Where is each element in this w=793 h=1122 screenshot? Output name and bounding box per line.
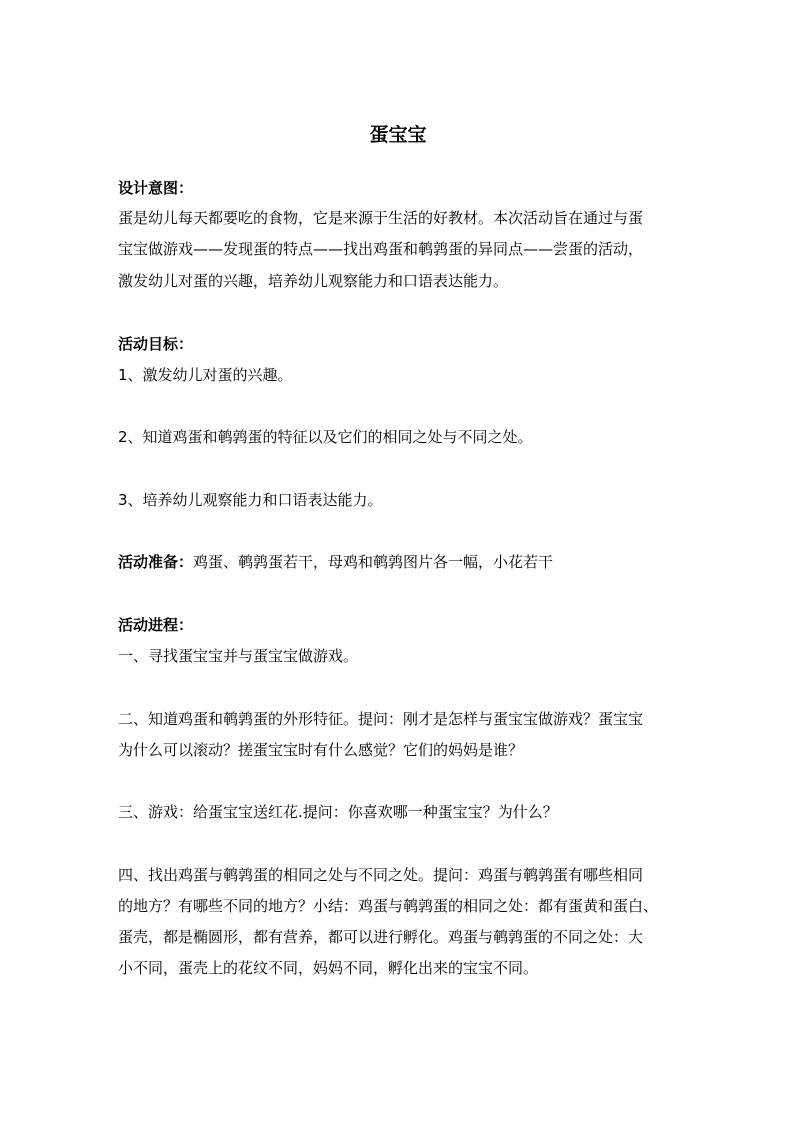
prep-paragraph bbox=[118, 551, 678, 573]
process-step-2-line-2: 为什么可以滚动？搓蛋宝宝时有什么感觉？它们的妈妈是谁？ bbox=[118, 741, 524, 759]
document-title: 蛋宝宝 bbox=[369, 124, 427, 146]
design-line-1: 蛋是幼儿每天都要吃的食物，它是来源于生活的好教材。本次活动旨在通过与蛋 bbox=[118, 209, 644, 227]
goal-item-1: 1、激发幼儿对蛋的兴趣。 bbox=[118, 366, 293, 384]
design-heading: 设计意图： bbox=[118, 179, 194, 197]
design-line-2: 宝宝做游戏——发现蛋的特点——找出鸡蛋和鹌鹑蛋的异同点——尝蛋的活动， bbox=[118, 240, 644, 258]
process-step-2-line-1: 二、知道鸡蛋和鹌鹑蛋的外形特征。提问：刚才是怎样与蛋宝宝做游戏？蛋宝宝 bbox=[118, 710, 644, 728]
process-step-4-line-4: 小不同，蛋壳上的花纹不同，妈妈不同，孵化出来的宝宝不同。 bbox=[118, 959, 539, 977]
prep-text: 鸡蛋、鹌鹑蛋若干，母鸡和鹌鹑图片各一幅，小花若干 bbox=[193, 553, 554, 571]
process-heading: 活动进程： bbox=[118, 616, 194, 634]
process-step-3: 三、游戏：给蛋宝宝送红花.提问：你喜欢哪一种蛋宝宝？为什么？ bbox=[118, 803, 558, 821]
goal-item-3: 3、培养幼儿观察能力和口语表达能力。 bbox=[118, 491, 383, 509]
process-step-4-line-2: 的地方？有哪些不同的地方？小结：鸡蛋与鹌鹑蛋的相同之处：都有蛋黄和蛋白、 bbox=[118, 897, 659, 915]
process-step-1: 一、寻找蛋宝宝并与蛋宝宝做游戏。 bbox=[118, 647, 359, 665]
goals-heading: 活动目标： bbox=[118, 335, 194, 353]
process-step-4-line-1: 四、找出鸡蛋与鹌鹑蛋的相同之处与不同之处。提问：鸡蛋与鹌鹑蛋有哪些相同 bbox=[118, 866, 644, 884]
goal-item-2: 2、知道鸡蛋和鹌鹑蛋的特征以及它们的相同之处与不同之处。 bbox=[118, 428, 533, 446]
design-line-3: 激发幼儿对蛋的兴趣，培养幼儿观察能力和口语表达能力。 bbox=[118, 272, 509, 290]
process-step-4-line-3: 蛋壳，都是椭圆形，都有营养，都可以进行孵化。鸡蛋与鹌鹑蛋的不同之处：大 bbox=[118, 928, 644, 946]
prep-heading: 活动准备： bbox=[118, 553, 194, 571]
